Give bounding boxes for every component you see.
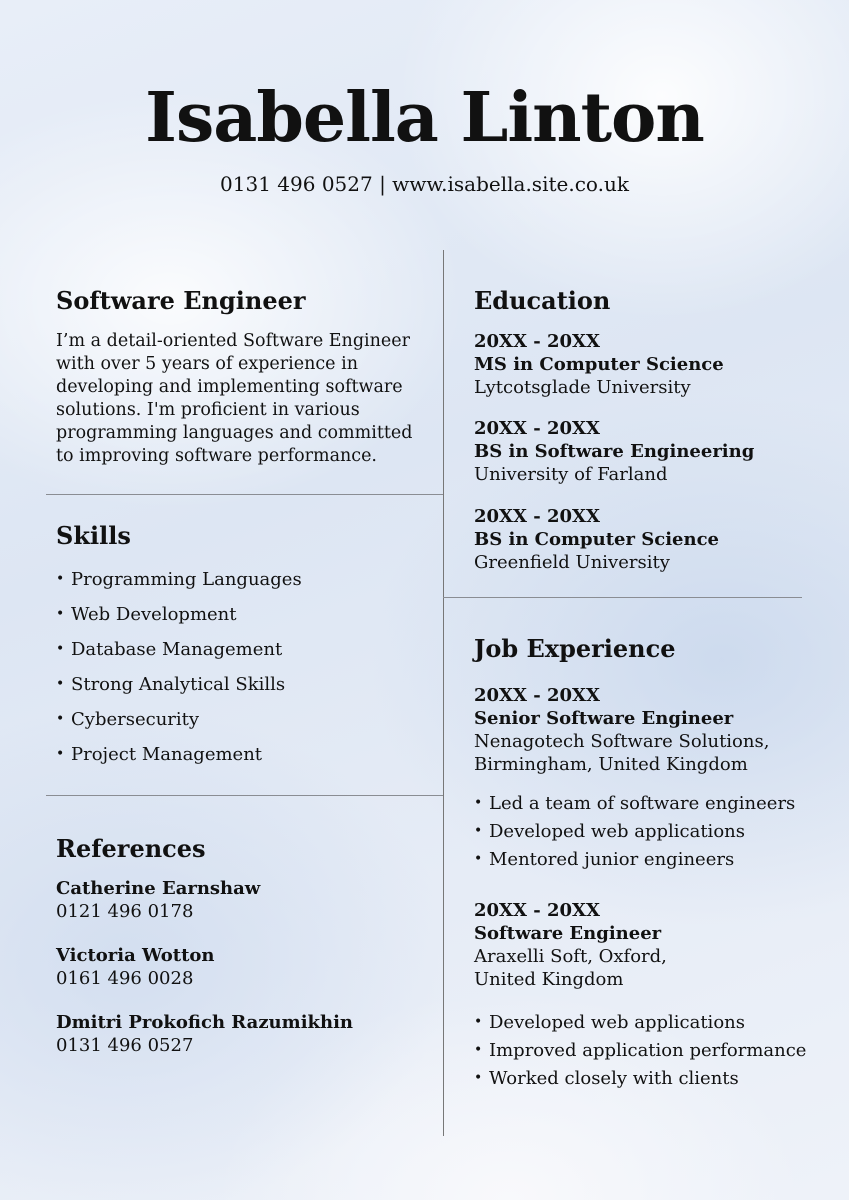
job-duty: • Led a team of software engineers [474,792,795,820]
job-duties [474,792,795,876]
reference-entry [56,1011,353,1057]
education-degree: BS in Software Engineering [474,441,755,462]
job-duty: • Worked closely with clients [474,1067,806,1095]
education-school: Greenfield University [474,552,670,573]
skill-item: • Programming Languages [56,568,302,603]
education-entry [474,417,754,486]
job-company: Nenagotech Software Solutions, [474,731,770,752]
reference-name: Catherine Earnshaw [56,878,261,899]
job-years: 20XX - 20XX [474,685,600,706]
reference-name: Victoria Wotton [56,945,215,966]
education-school: University of Farland [474,464,668,485]
experience-title: Job Experience [474,634,676,663]
education-years: 20XX - 20XX [474,331,600,352]
reference-phone: 0121 496 0178 [56,901,194,922]
divider-skills-references [46,795,443,796]
education-degree: MS in Computer Science [474,354,724,375]
skill-item: • Cybersecurity [56,708,302,743]
job-location: Birmingham, United Kingdom [474,754,748,775]
job-duties [474,1011,806,1095]
skill-item: • Strong Analytical Skills [56,673,302,708]
job-company: Araxelli Soft, Oxford, [474,946,667,967]
reference-phone: 0161 496 0028 [56,968,194,989]
job-years: 20XX - 20XX [474,900,600,921]
reference-name: Dmitri Prokofich Razumikhin [56,1012,354,1033]
candidate-name: Isabella Linton [145,78,704,158]
job-entry [474,684,769,776]
skills-list [56,568,302,778]
job-duty: • Developed web applications [474,820,795,848]
education-years: 20XX - 20XX [474,418,600,439]
column-divider [443,250,444,1136]
job-duty: • Improved application performance [474,1039,806,1067]
profile-title: Software Engineer [56,286,306,315]
profile-summary: I’m a detail-oriented Software Engineer with over 5 years of experience in developing and implementing software solutions. I'm proficient in various programming languages and committed to improving software performance. [56,331,413,466]
reference-entry [56,877,260,923]
education-years: 20XX - 20XX [474,506,600,527]
job-location: United Kingdom [474,969,624,990]
job-duty: • Mentored junior engineers [474,848,795,876]
skill-item: • Database Management [56,638,302,673]
education-entry [474,330,724,399]
job-role: Senior Software Engineer [474,708,734,729]
education-title: Education [474,286,611,315]
references-title: References [56,834,206,863]
job-entry [474,899,667,991]
reference-phone: 0131 496 0527 [56,1035,194,1056]
reference-entry [56,944,215,990]
divider-education-experience [443,597,802,598]
job-role: Software Engineer [474,923,662,944]
skill-item: • Web Development [56,603,302,638]
job-duty: • Developed web applications [474,1011,806,1039]
education-degree: BS in Computer Science [474,529,719,550]
skills-title: Skills [56,521,131,550]
education-school: Lytcotsglade University [474,377,691,398]
divider-profile-skills [46,494,443,495]
skill-item: • Project Management [56,743,302,778]
contact-line: 0131 496 0527 | www.isabella.site.co.uk [220,172,629,196]
education-entry [474,505,719,574]
